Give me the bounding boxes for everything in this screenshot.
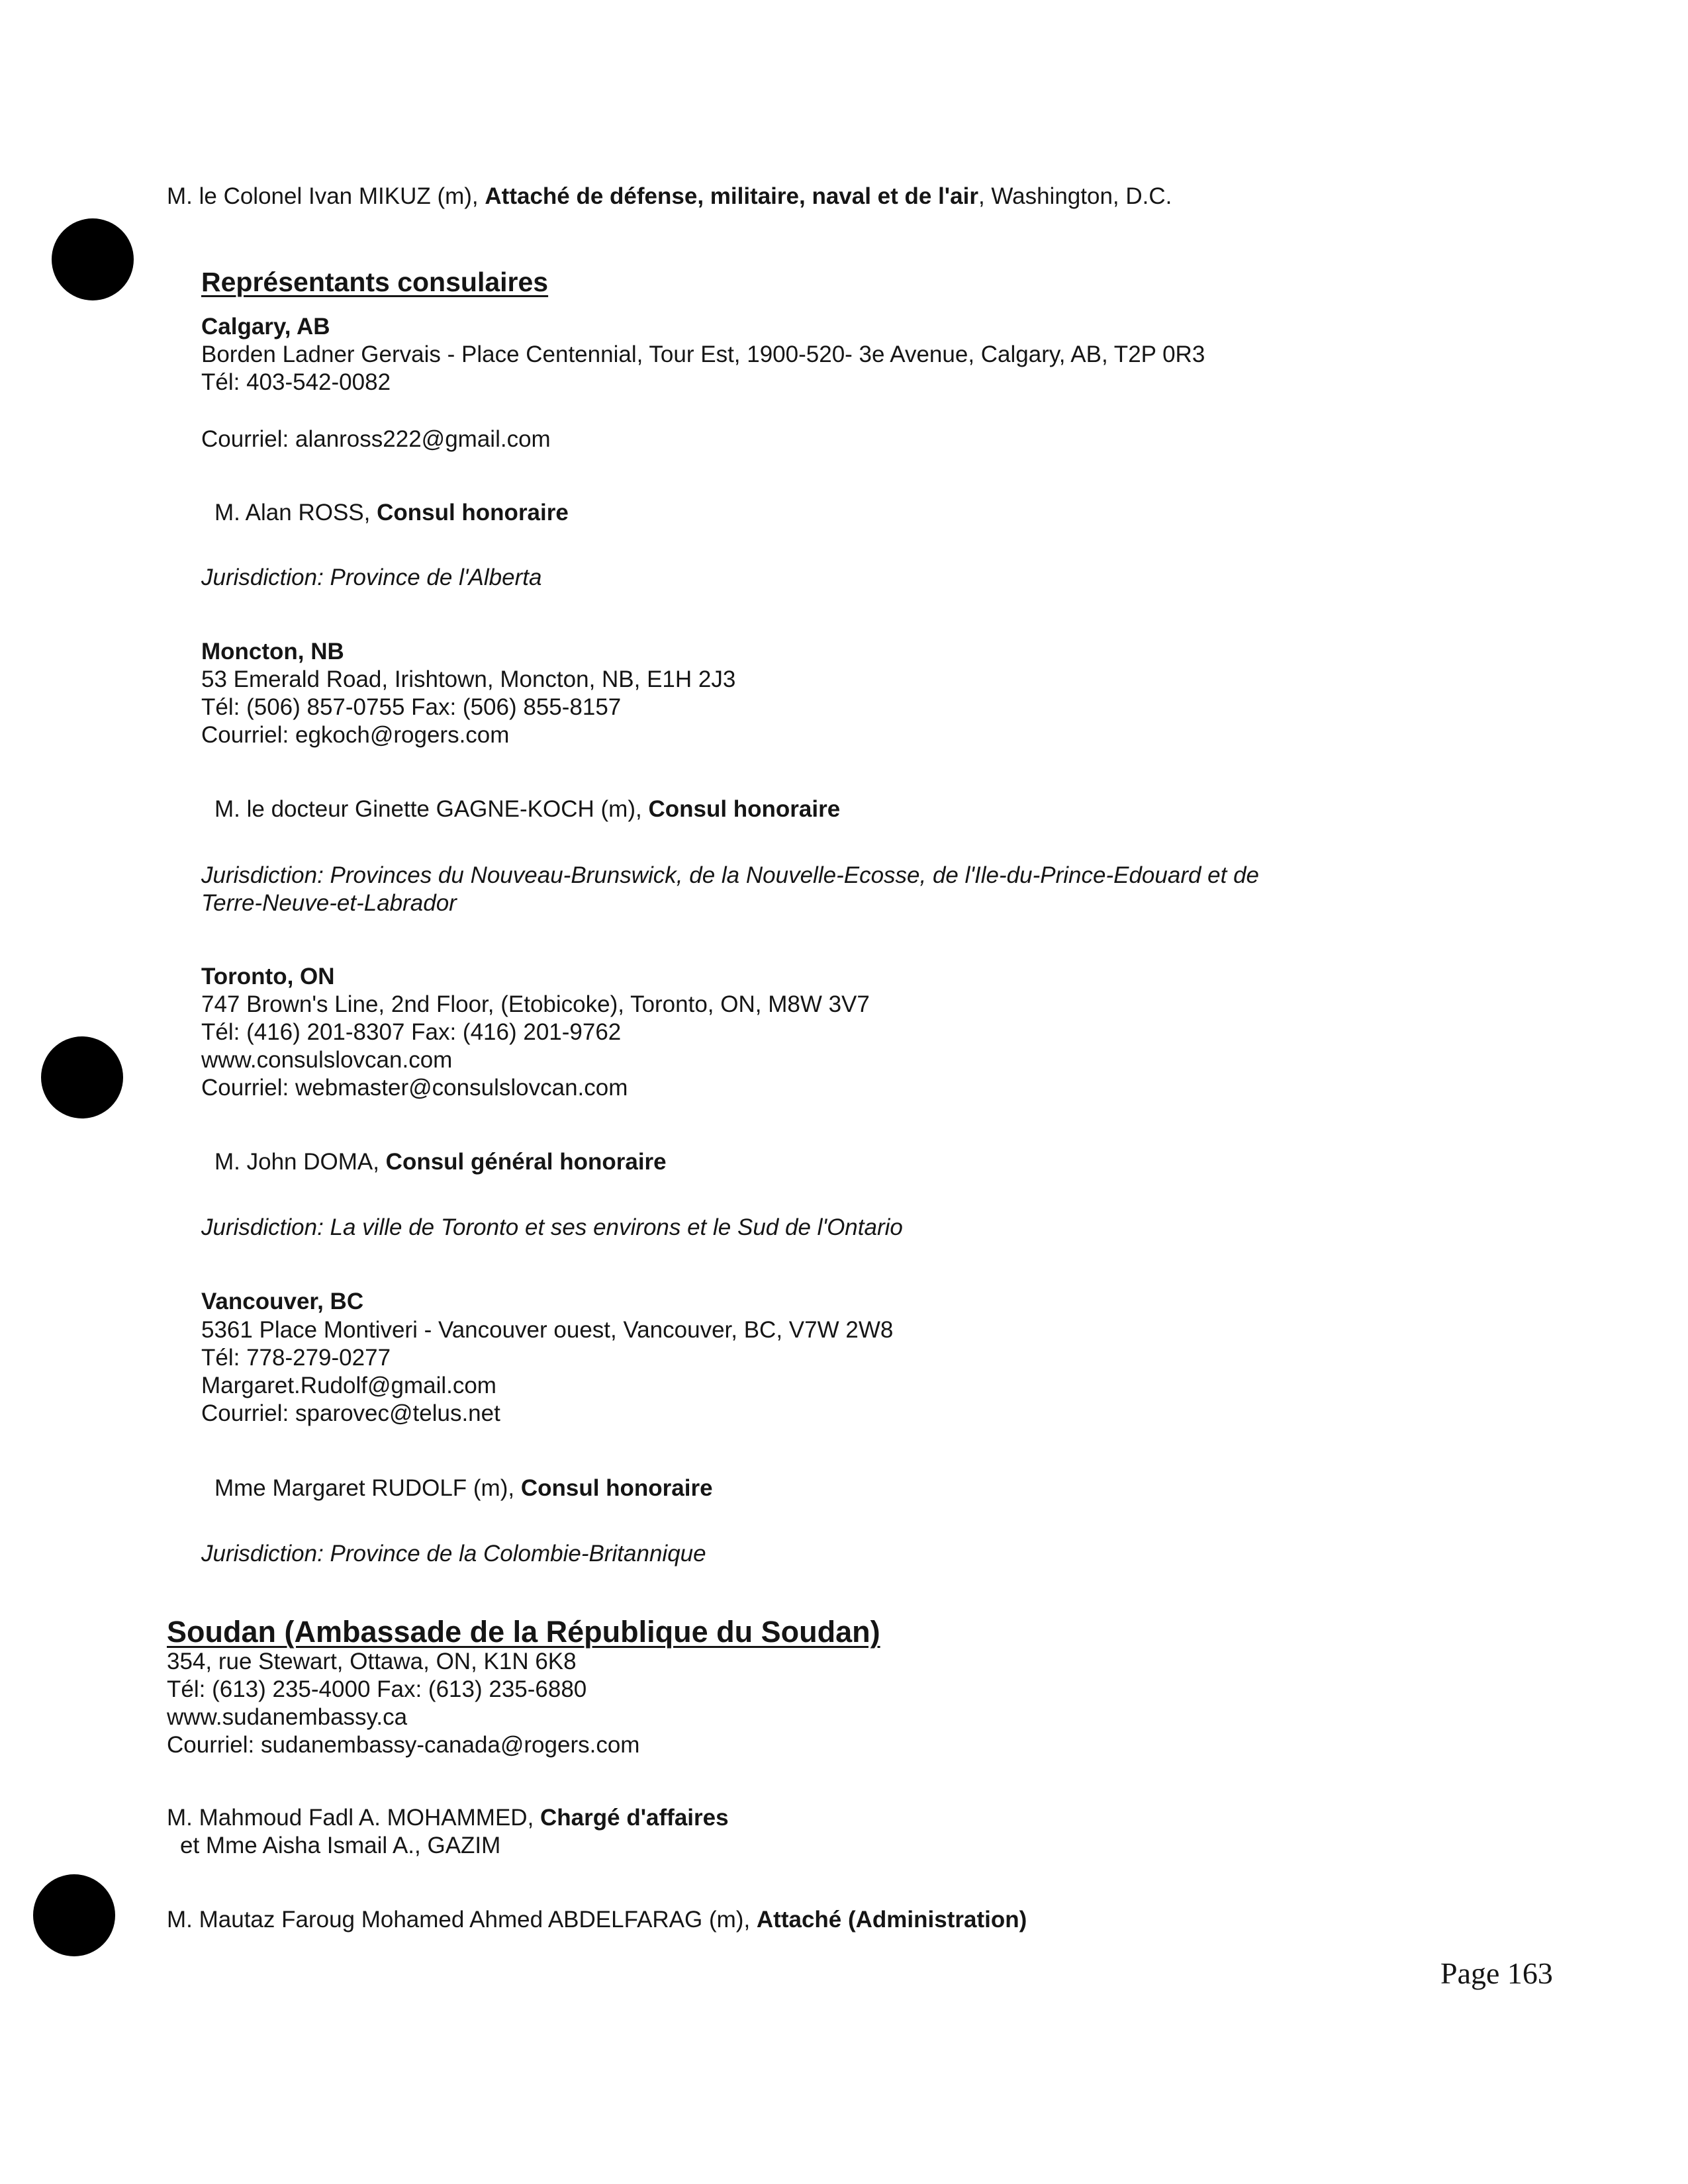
top-entry-title: Attaché de défense, militaire, naval et de l'air bbox=[485, 183, 978, 209]
office-address: 5361 Place Montiveri - Vancouver ouest, Vancouver, BC, V7W 2W8 bbox=[201, 1317, 894, 1343]
office-email: Courriel: alanross222@gmail.com bbox=[201, 426, 551, 452]
office-email: Courriel: sparovec@telus.net bbox=[201, 1400, 500, 1426]
representative bbox=[214, 1475, 713, 1502]
punch-hole-top bbox=[52, 218, 134, 300]
representative-title: Consul honoraire bbox=[648, 796, 841, 822]
representative bbox=[214, 796, 840, 823]
representative bbox=[214, 499, 569, 527]
representative bbox=[214, 1148, 667, 1176]
office-phone: Tél: (416) 201-8307 Fax: (416) 201-9762 bbox=[201, 1019, 622, 1045]
staff-name: M. Mautaz Faroug Mohamed Ahmed ABDELFARAG (m), bbox=[167, 1907, 757, 1933]
staff-spouse: et Mme Aisha Ismail A., GAZIM bbox=[180, 1833, 501, 1858]
top-entry bbox=[167, 183, 1172, 210]
jurisdiction: Jurisdiction: Province de la Colombie-Britannique bbox=[201, 1541, 706, 1567]
staff-title: Attaché (Administration) bbox=[756, 1907, 1027, 1933]
consular-heading: Représentants consulaires bbox=[201, 267, 549, 297]
office-email: Courriel: webmaster@consulslovcan.com bbox=[201, 1075, 628, 1101]
office-website: www.consulslovcan.com bbox=[201, 1047, 453, 1073]
office-address: 53 Emerald Road, Irishtown, Moncton, NB, E1H 2J3 bbox=[201, 666, 736, 692]
office-city: Calgary, AB bbox=[201, 314, 330, 340]
office-city: Toronto, ON bbox=[201, 964, 335, 989]
staff-entry bbox=[167, 1906, 1027, 1934]
jurisdiction-continued: Terre-Neuve-et-Labrador bbox=[201, 890, 457, 916]
jurisdiction: Jurisdiction: Provinces du Nouveau-Brunswick, de la Nouvelle-Ecosse, de l'Ile-du-Prince-Edouard et de bbox=[201, 862, 1260, 888]
page-number: Page 163 bbox=[1440, 1956, 1553, 1990]
representative-title: Consul honoraire bbox=[520, 1475, 713, 1501]
office-city: Vancouver, BC bbox=[201, 1289, 364, 1314]
office-phone: Tél: 778-279-0277 bbox=[201, 1345, 391, 1371]
top-entry-name: M. le Colonel Ivan MIKUZ (m), bbox=[167, 183, 485, 209]
representative-name: M. le docteur Ginette GAGNE-KOCH (m), bbox=[214, 796, 649, 822]
office-address: 747 Brown's Line, 2nd Floor, (Etobicoke), Toronto, ON, M8W 3V7 bbox=[201, 991, 870, 1017]
punch-hole-middle bbox=[41, 1036, 123, 1118]
embassy-address: 354, rue Stewart, Ottawa, ON, K1N 6K8 bbox=[167, 1649, 577, 1674]
office-phone: Tél: (506) 857-0755 Fax: (506) 855-8157 bbox=[201, 694, 622, 720]
office-email: Courriel: egkoch@rogers.com bbox=[201, 722, 510, 748]
office-contact-email: Margaret.Rudolf@gmail.com bbox=[201, 1373, 496, 1398]
staff-title: Chargé d'affaires bbox=[540, 1805, 729, 1831]
office-phone: Tél: 403-542-0082 bbox=[201, 369, 391, 395]
embassy-website: www.sudanembassy.ca bbox=[167, 1704, 408, 1730]
staff-name: M. Mahmoud Fadl A. MOHAMMED, bbox=[167, 1805, 541, 1831]
representative-title: Consul général honoraire bbox=[385, 1149, 667, 1175]
embassy-email: Courriel: sudanembassy-canada@rogers.com bbox=[167, 1732, 640, 1758]
office-city: Moncton, NB bbox=[201, 639, 344, 664]
office-address: Borden Ladner Gervais - Place Centennial, Tour Est, 1900-520- 3e Avenue, Calgary, AB, T2P 0R3 bbox=[201, 341, 1205, 367]
top-entry-location: , Washington, D.C. bbox=[978, 183, 1172, 209]
punch-hole-bottom bbox=[33, 1874, 115, 1956]
staff-entry bbox=[167, 1804, 729, 1832]
jurisdiction: Jurisdiction: La ville de Toronto et ses environs et le Sud de l'Ontario bbox=[201, 1214, 903, 1240]
representative-name: Mme Margaret RUDOLF (m), bbox=[214, 1475, 521, 1501]
jurisdiction: Jurisdiction: Province de l'Alberta bbox=[201, 565, 542, 590]
representative-name: M. Alan ROSS, bbox=[214, 500, 377, 525]
country-heading: Soudan (Ambassade de la République du Soudan) bbox=[167, 1615, 880, 1649]
representative-title: Consul honoraire bbox=[377, 500, 569, 525]
representative-name: M. John DOMA, bbox=[214, 1149, 386, 1175]
embassy-phone: Tél: (613) 235-4000 Fax: (613) 235-6880 bbox=[167, 1676, 587, 1702]
